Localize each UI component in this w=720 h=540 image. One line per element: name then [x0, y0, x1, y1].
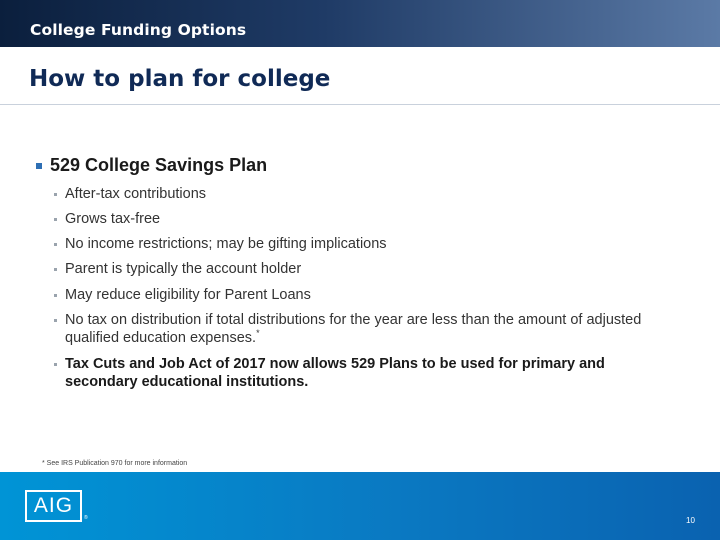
list-item-text: No income restrictions; may be gifting implications — [65, 236, 387, 252]
bullet-dot-icon — [54, 363, 57, 366]
list-item-text: No tax on distribution if total distributions for the year are less than the amount of adjusted qualified education expenses.* — [65, 312, 642, 346]
square-bullet-icon — [36, 163, 42, 169]
bullet-dot-icon — [54, 319, 57, 322]
list-item-text: May reduce eligibility for Parent Loans — [65, 287, 311, 303]
registered-mark: ® — [84, 515, 88, 521]
bullet-dot-icon — [54, 294, 57, 297]
bullet-dot-icon — [54, 268, 57, 271]
aig-logo — [25, 490, 82, 522]
main-bullet — [36, 155, 267, 176]
main-bullet-label: 529 College Savings Plan — [50, 155, 268, 175]
footnote-marker: * — [256, 328, 260, 339]
list-item — [54, 185, 654, 203]
list-item-text: Grows tax-free — [65, 211, 161, 227]
bullet-dot-icon — [54, 218, 57, 221]
page-title: How to plan for college — [29, 66, 331, 92]
list-item-text: After-tax contributions — [65, 186, 207, 202]
list-item — [54, 260, 654, 278]
list-item — [54, 355, 654, 391]
footer-bar — [0, 472, 720, 540]
bullet-dot-icon — [54, 243, 57, 246]
header-title: College Funding Options — [30, 21, 247, 39]
page-number: 10 — [686, 516, 695, 525]
list-item — [54, 235, 654, 253]
title-divider — [0, 104, 720, 105]
footnote: * See IRS Publication 970 for more information — [42, 460, 188, 467]
list-item — [54, 286, 654, 304]
list-item — [54, 210, 654, 228]
bullet-dot-icon — [54, 193, 57, 196]
list-item — [54, 311, 654, 347]
aig-logo-text: AIG — [33, 494, 74, 517]
list-item-text: Parent is typically the account holder — [65, 261, 302, 277]
list-item-text: Tax Cuts and Job Act of 2017 now allows 529 Plans to be used for primary and secondary educational institutions. — [65, 356, 605, 390]
